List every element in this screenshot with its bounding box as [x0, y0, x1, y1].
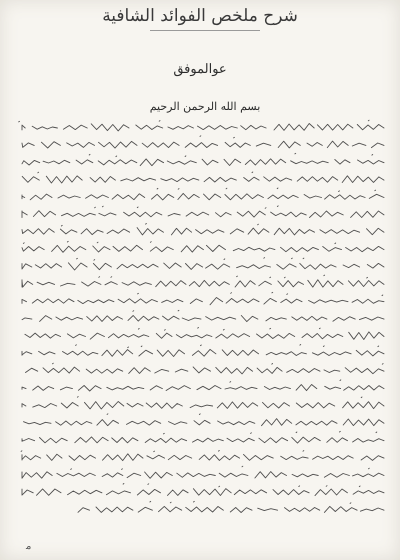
manuscript-line: [26, 363, 385, 374]
manuscript-line: [78, 501, 384, 512]
manuscript-line: [22, 206, 384, 218]
manuscript-line: [22, 431, 384, 443]
manuscript-line: [18, 292, 384, 305]
basmala: بسم الله الرحمن الرحيم: [149, 100, 261, 113]
manuscript-line: [22, 397, 384, 409]
title-underline: [150, 30, 260, 31]
manuscript-line-ink: [22, 136, 384, 148]
manuscript-line: [22, 258, 384, 270]
manuscript-line-ink: [25, 328, 384, 340]
manuscript-line: [22, 484, 384, 496]
manuscript-line-ink: [26, 363, 385, 374]
folio-mark: ﻣ: [26, 541, 32, 552]
author-line: عوالموفق: [173, 62, 227, 77]
manuscript-title: شرح ملخص الفوائد الشافية: [102, 6, 298, 26]
manuscript-line-ink: [22, 172, 384, 183]
manuscript-line-ink: [18, 292, 384, 305]
manuscript-line-ink: [22, 258, 384, 270]
manuscript-line: [22, 172, 384, 183]
manuscript-line: [22, 275, 384, 287]
manuscript-line-ink: [18, 345, 384, 357]
manuscript-line-ink: [78, 501, 384, 512]
manuscript-line-ink: [22, 153, 384, 165]
manuscript-line-ink: [22, 397, 384, 409]
manuscript-line: [22, 241, 384, 252]
manuscript-line: [18, 188, 384, 200]
manuscript-line-ink: [22, 431, 384, 443]
manuscript-line-ink: [22, 380, 384, 391]
manuscript-line: [22, 310, 384, 321]
manuscript-line: [24, 414, 385, 426]
manuscript-line-ink: [22, 310, 384, 321]
manuscript-line-ink: [22, 224, 384, 235]
manuscript-line-ink: [18, 188, 384, 200]
manuscript-line: [21, 451, 384, 461]
manuscript-line-ink: [22, 466, 384, 478]
manuscript-line-ink: [24, 414, 385, 426]
manuscript-line-ink: [22, 206, 384, 218]
manuscript-line-ink: [22, 241, 384, 252]
manuscript-line-ink: [22, 275, 384, 287]
manuscript-line: [22, 224, 384, 235]
manuscript-line: [18, 345, 384, 357]
handwriting-lines: [18, 118, 388, 528]
manuscript-line: [22, 136, 384, 148]
manuscript-line: [19, 120, 384, 131]
manuscript-line-ink: [22, 484, 384, 496]
manuscript-line: [22, 380, 384, 391]
manuscript-body: [18, 118, 388, 528]
manuscript-line-ink: [19, 120, 384, 131]
manuscript-line: [25, 328, 384, 340]
manuscript-line: [22, 153, 384, 165]
manuscript-line: [22, 466, 384, 478]
manuscript-line-ink: [21, 451, 384, 461]
